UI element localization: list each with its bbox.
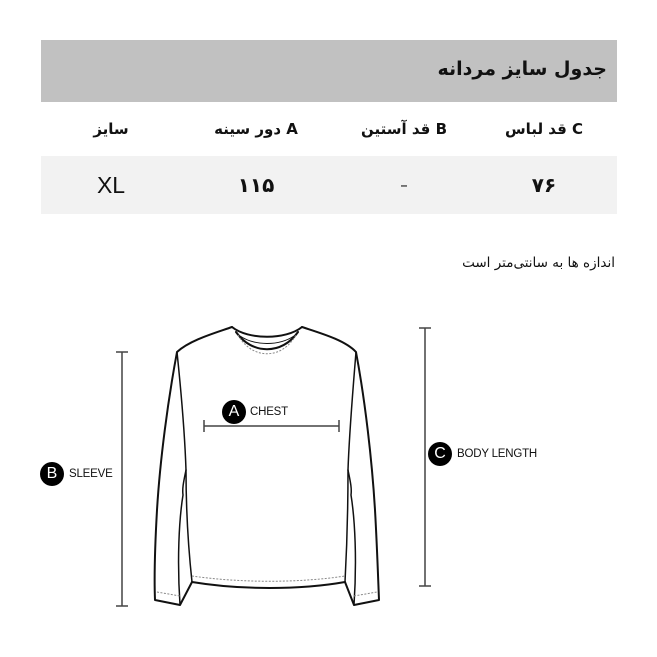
- body-length-label: BODY LENGTH: [457, 448, 538, 460]
- cell-sleeve: –: [400, 176, 408, 194]
- chest-badge-icon: A: [222, 400, 246, 424]
- cell-size: XL: [96, 171, 126, 198]
- chest-label: CHEST: [250, 406, 288, 418]
- header-body-length: C قد لباس: [504, 120, 584, 138]
- header-sleeve: B قد آستین: [361, 120, 448, 138]
- sleeve-badge-icon: B: [40, 462, 64, 486]
- size-table-title: جدول سایز مردانه: [437, 58, 607, 80]
- header-size: سایز: [93, 120, 129, 138]
- header-chest: A دور سینه: [214, 120, 298, 138]
- cell-chest: ۱۱۵: [237, 173, 275, 197]
- unit-note: اندازه ها به سانتی‌متر است: [462, 255, 615, 271]
- sleeve-label: SLEEVE: [69, 468, 113, 480]
- body-length-badge-icon: C: [428, 442, 452, 466]
- cell-body-length: ۷۶: [531, 173, 557, 197]
